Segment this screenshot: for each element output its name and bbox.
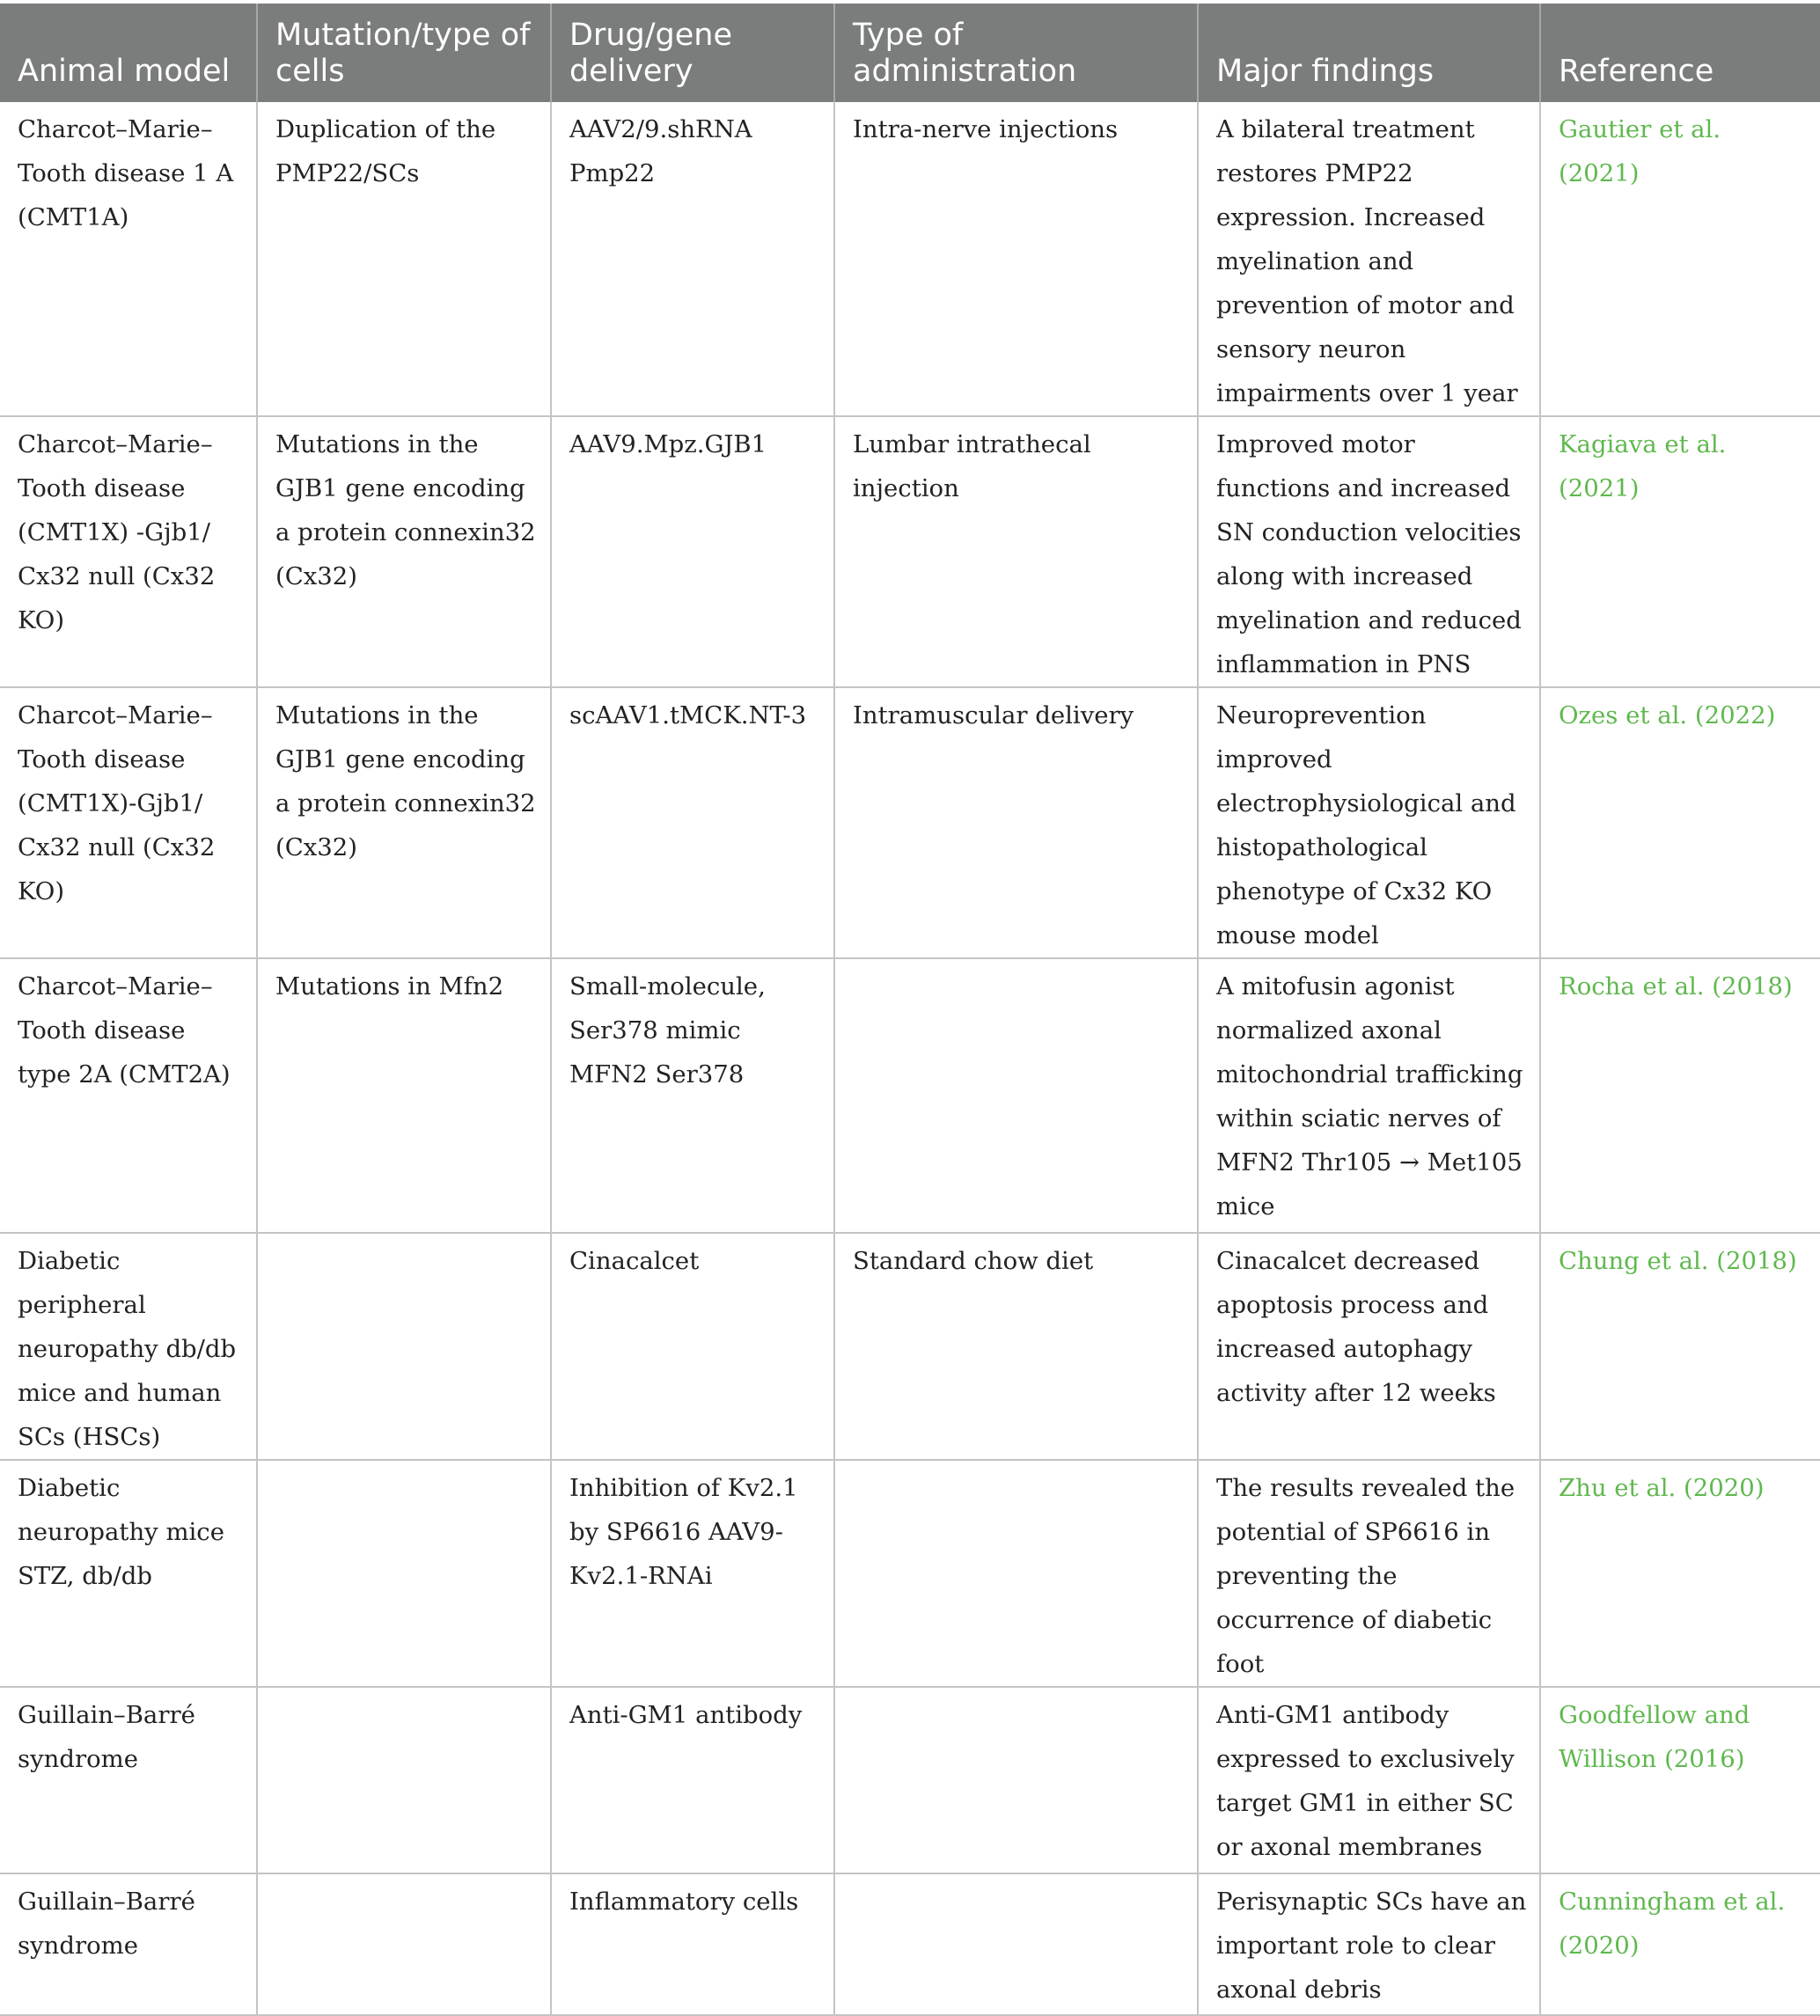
cell-mutation: Mutations in the GJB1 gene encoding a protein connexin32 (Cx32) xyxy=(257,687,551,958)
cell-delivery: Cinacalcet xyxy=(551,1233,834,1460)
header-reference: Reference xyxy=(1540,4,1820,102)
header-mutation: Mutation/type of cells xyxy=(257,4,551,102)
table-container xyxy=(0,4,1820,2016)
table-row xyxy=(0,1233,1820,1460)
cell-delivery: Inhibition of Kv2.1 by SP6616 AAV9-Kv2.1-RNAi xyxy=(551,1460,834,1687)
cell-administration xyxy=(834,1873,1198,2015)
reference-link[interactable]: Zhu et al. (2020) xyxy=(1540,1460,1820,1687)
table-row xyxy=(0,102,1820,416)
cell-findings: A bilateral treatment restores PMP22 expression. Increased myelination and prevention of motor and sensory neuron impairments over 1 year xyxy=(1198,102,1540,416)
table-row xyxy=(0,958,1820,1233)
reference-link[interactable]: Kagiava et al. (2021) xyxy=(1540,416,1820,687)
cell-mutation xyxy=(257,1873,551,2015)
table-body xyxy=(0,102,1820,2015)
cell-animal-model: Diabetic peripheral neuropathy db/db mice and human SCs (HSCs) xyxy=(0,1233,257,1460)
cell-animal-model: Guillain–Barré syndrome xyxy=(0,1687,257,1873)
cell-delivery: scAAV1.tMCK.NT-3 xyxy=(551,687,834,958)
cell-delivery: Anti-GM1 antibody xyxy=(551,1687,834,1873)
cell-animal-model: Charcot–Marie–Tooth disease (CMT1X)-Gjb1/ Cx32 null (Cx32 KO) xyxy=(0,687,257,958)
reference-link[interactable]: Cunningham et al. (2020) xyxy=(1540,1873,1820,2015)
header-row xyxy=(0,4,1820,102)
cell-mutation xyxy=(257,1460,551,1687)
cell-administration: Lumbar intrathecal injection xyxy=(834,416,1198,687)
findings-table xyxy=(0,4,1820,2016)
cell-animal-model: Guillain–Barré syndrome xyxy=(0,1873,257,2015)
reference-link[interactable]: Rocha et al. (2018) xyxy=(1540,958,1820,1233)
reference-link[interactable]: Gautier et al. (2021) xyxy=(1540,102,1820,416)
table-row xyxy=(0,1460,1820,1687)
cell-administration: Intramuscular delivery xyxy=(834,687,1198,958)
cell-findings: Cinacalcet decreased apoptosis process and increased autophagy activity after 12 weeks xyxy=(1198,1233,1540,1460)
reference-link[interactable]: Chung et al. (2018) xyxy=(1540,1233,1820,1460)
cell-animal-model: Charcot–Marie–Tooth disease type 2A (CMT2A) xyxy=(0,958,257,1233)
cell-mutation: Mutations in Mfn2 xyxy=(257,958,551,1233)
cell-administration: Intra-nerve injections xyxy=(834,102,1198,416)
table-row xyxy=(0,687,1820,958)
cell-delivery: AAV9.Mpz.GJB1 xyxy=(551,416,834,687)
cell-animal-model: Diabetic neuropathy mice STZ, db/db xyxy=(0,1460,257,1687)
cell-mutation: Duplication of the PMP22/SCs xyxy=(257,102,551,416)
cell-findings: Neuroprevention improved electrophysiological and histopathological phenotype of Cx32 KO mouse model xyxy=(1198,687,1540,958)
cell-mutation xyxy=(257,1233,551,1460)
cell-findings: Anti-GM1 antibody expressed to exclusively target GM1 in either SC or axonal membranes xyxy=(1198,1687,1540,1873)
cell-animal-model: Charcot–Marie–Tooth disease (CMT1X) -Gjb1/ Cx32 null (Cx32 KO) xyxy=(0,416,257,687)
table-row xyxy=(0,1687,1820,1873)
cell-animal-model: Charcot–Marie–Tooth disease 1 A (CMT1A) xyxy=(0,102,257,416)
table-header xyxy=(0,4,1820,102)
header-findings: Major findings xyxy=(1198,4,1540,102)
reference-link[interactable]: Goodfellow and Willison (2016) xyxy=(1540,1687,1820,1873)
cell-delivery: Small-molecule, Ser378 mimic MFN2 Ser378 xyxy=(551,958,834,1233)
cell-findings: Improved motor functions and increased SN conduction velocities along with increased myelination and reduced inflammation in PNS xyxy=(1198,416,1540,687)
cell-administration: Standard chow diet xyxy=(834,1233,1198,1460)
cell-delivery: Inflammatory cells xyxy=(551,1873,834,2015)
cell-findings: A mitofusin agonist normalized axonal mitochondrial trafficking within sciatic nerves of MFN2 Thr105 → Met105 mice xyxy=(1198,958,1540,1233)
header-administration: Type of administration xyxy=(834,4,1198,102)
table-row xyxy=(0,416,1820,687)
header-delivery: Drug/gene delivery xyxy=(551,4,834,102)
table-row xyxy=(0,1873,1820,2015)
reference-link[interactable]: Ozes et al. (2022) xyxy=(1540,687,1820,958)
cell-mutation: Mutations in the GJB1 gene encoding a protein connexin32 (Cx32) xyxy=(257,416,551,687)
cell-mutation xyxy=(257,1687,551,1873)
header-animal-model: Animal model xyxy=(0,4,257,102)
cell-delivery: AAV2/9.shRNA Pmp22 xyxy=(551,102,834,416)
cell-administration xyxy=(834,958,1198,1233)
cell-administration xyxy=(834,1460,1198,1687)
cell-findings: The results revealed the potential of SP6616 in preventing the occurrence of diabetic foot xyxy=(1198,1460,1540,1687)
cell-administration xyxy=(834,1687,1198,1873)
cell-findings: Perisynaptic SCs have an important role to clear axonal debris xyxy=(1198,1873,1540,2015)
